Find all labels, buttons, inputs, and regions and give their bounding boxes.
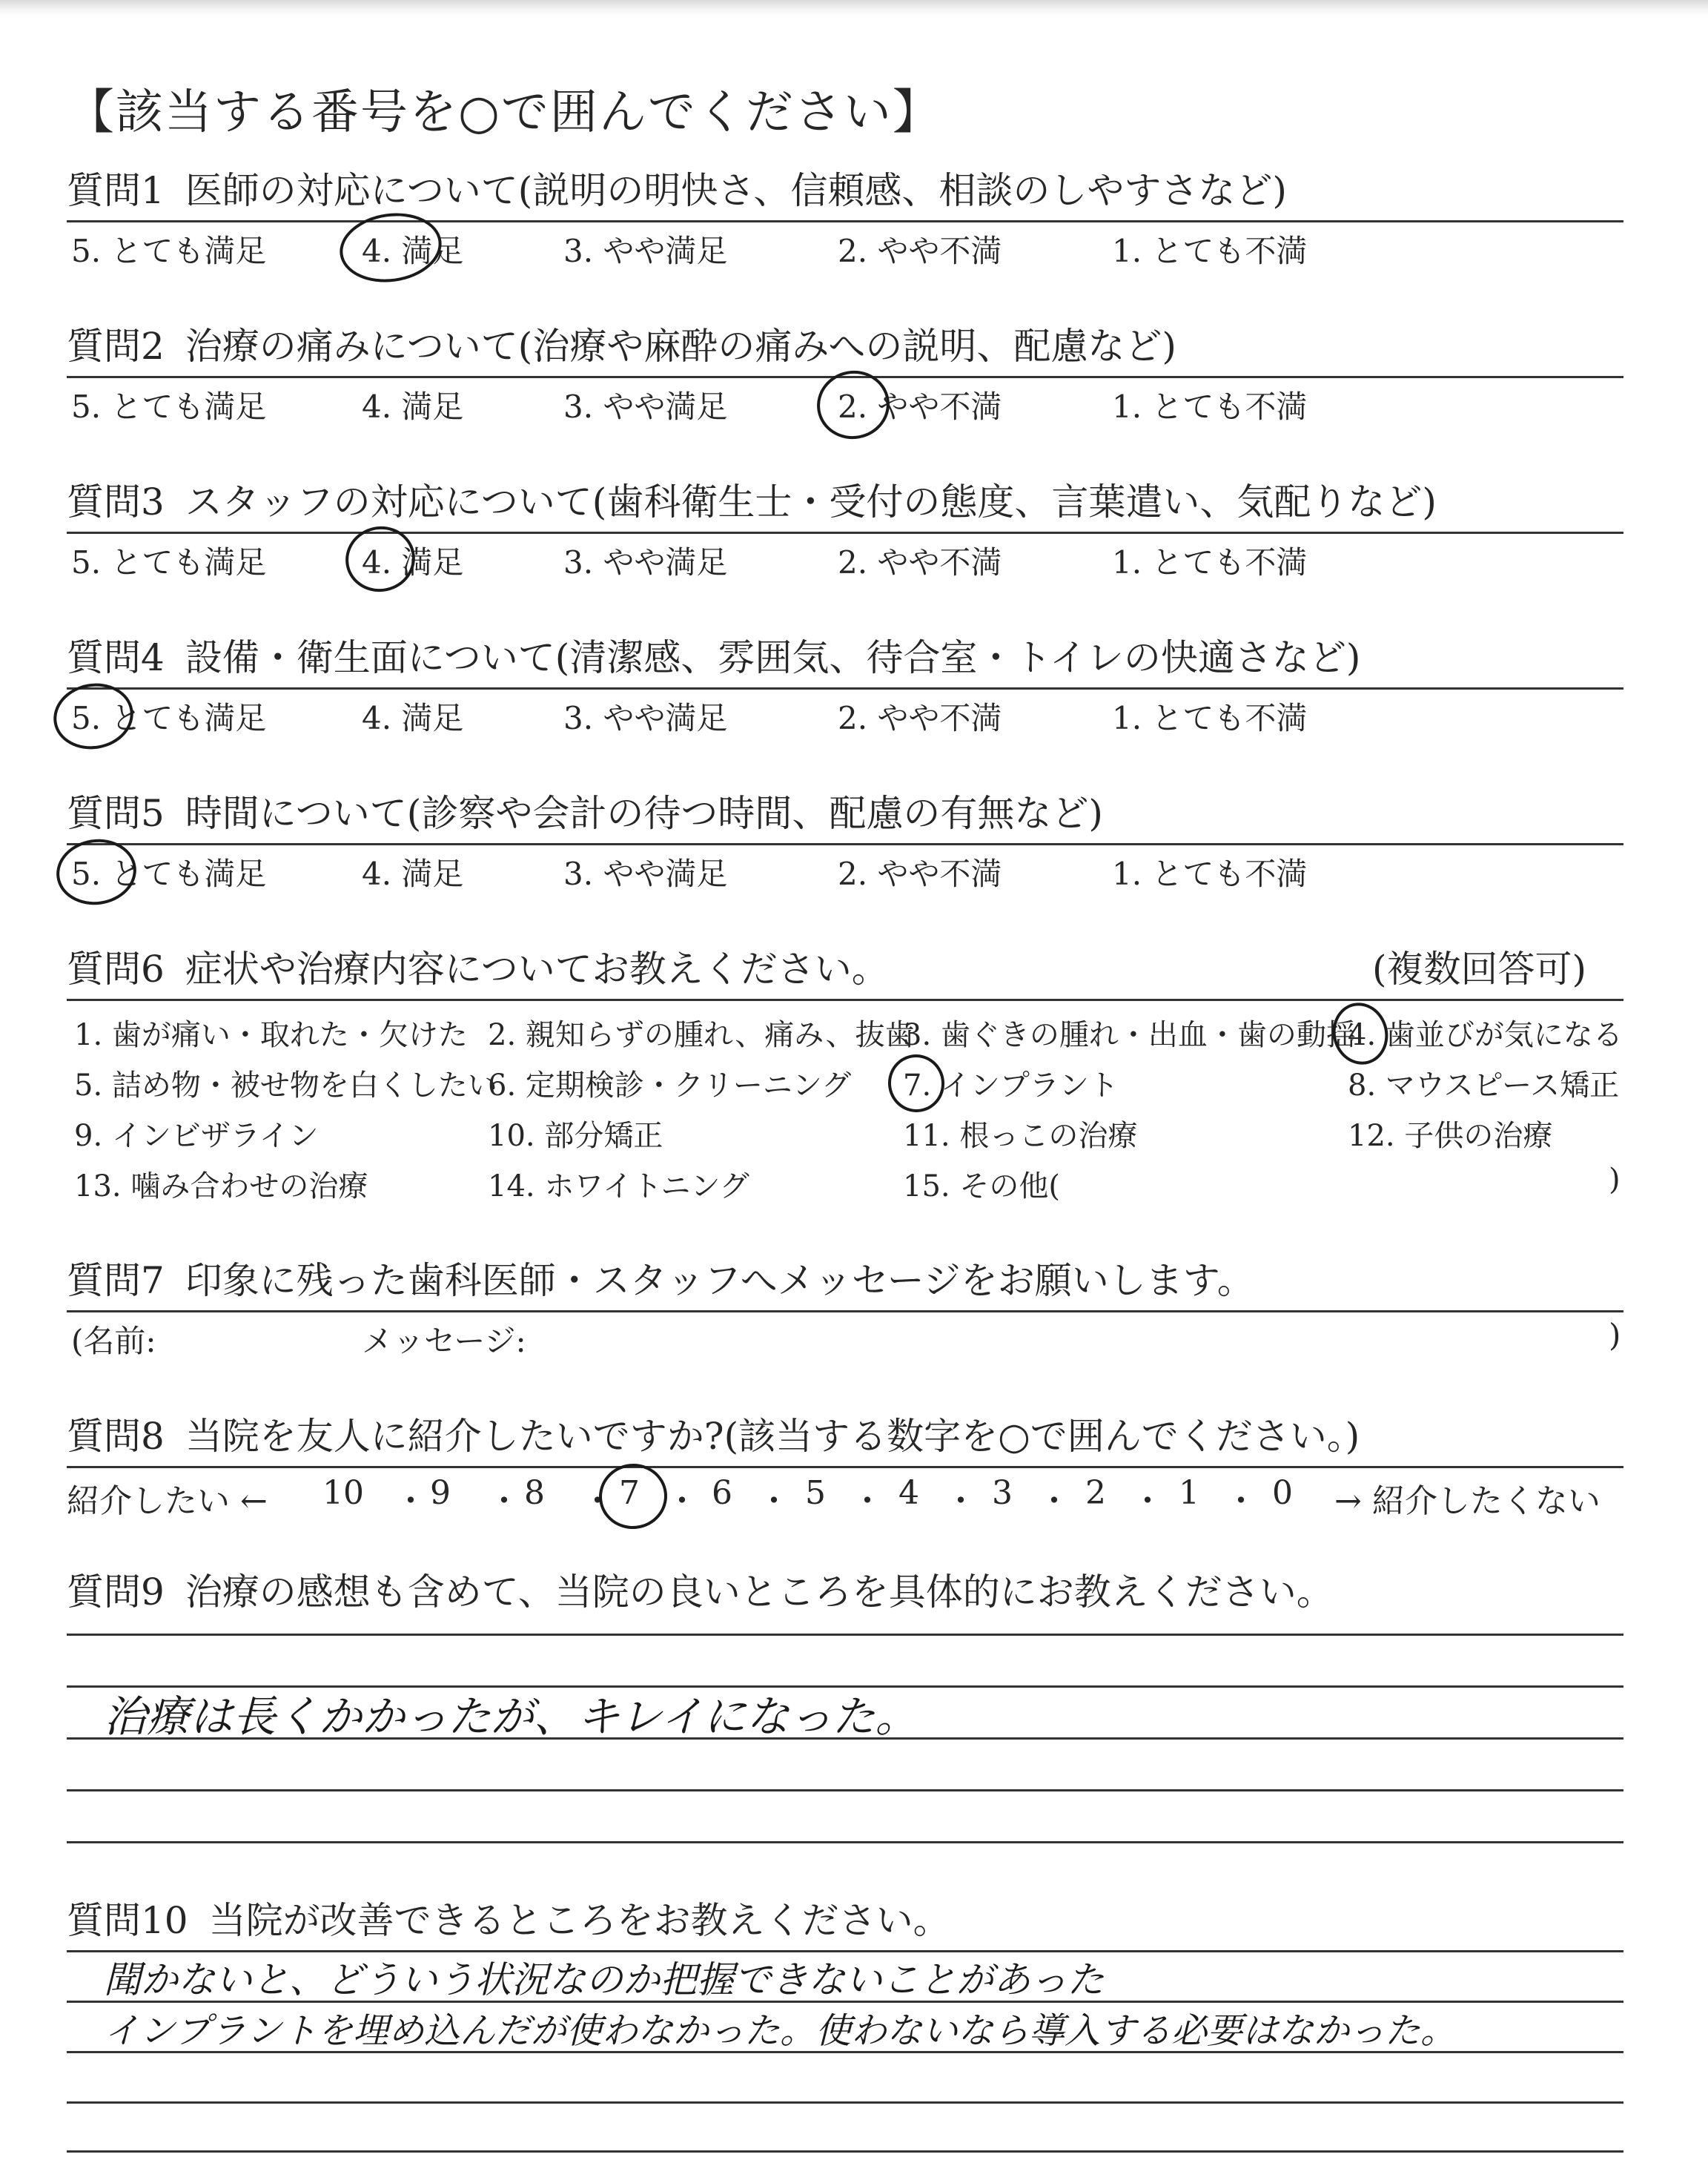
question-text: 時間について(診察や会計の待つ時間、配慮の有無など) [185,792,1103,835]
question-3 [67,478,1623,580]
handwritten-answer: 治療は長くかかったが、キレイになった。 [104,1691,918,1742]
symptom-option-2[interactable]: 2. 親知らずの腫れ、痛み、抜歯 [488,1018,915,1052]
symptom-option-15[interactable]: 15. その他( [903,1169,1060,1203]
option-5[interactable]: 5. とても満足 [71,856,267,892]
other-close-paren: ) [1609,1163,1621,1197]
rating-options [67,534,1623,580]
option-1[interactable]: 1. とても不満 [1112,544,1308,581]
question-text: 医師の対応について(説明の明快さ、信頼感、相談のしやすさなど) [185,169,1287,212]
scale-dot: ・ [944,1482,977,1520]
option-1[interactable]: 1. とても不満 [1112,700,1308,736]
scale-right-label: → 紹介したくない [1334,1482,1601,1520]
symptom-option-4[interactable]: 4. 歯並びが気になる [1348,1018,1623,1052]
answer-line [67,1634,1623,1636]
recommend-scale [67,1468,1623,1520]
symptom-option-9[interactable]: 9. インビザライン [74,1119,319,1153]
symptom-option-11[interactable]: 11. 根っこの治療 [903,1119,1138,1153]
answer-line [67,2101,1623,2104]
option-4[interactable]: 4. 満足 [362,389,464,425]
question-9 [67,1568,1623,1616]
option-2[interactable]: 2. やや不満 [838,544,1002,581]
question-number: 質問8 [67,1415,165,1458]
option-4[interactable]: 4. 満足 [362,233,464,269]
scale-4[interactable]: 4 [898,1474,919,1512]
question-text: 印象に残った歯科医師・スタッフへメッセージをお願いします。 [185,1259,1254,1302]
question-2 [67,323,1623,424]
question-number: 質問2 [67,325,165,368]
question-number: 質問5 [67,792,165,835]
option-4[interactable]: 4. 満足 [362,544,464,581]
answer-line [67,1841,1623,1843]
option-5[interactable]: 5. とても満足 [71,700,267,736]
scale-0[interactable]: 0 [1272,1474,1293,1512]
question-number: 質問6 [67,948,165,991]
answer-line [67,2150,1623,2153]
message-close-paren: ) [1609,1317,1621,1353]
rating-options [67,222,1623,268]
option-5[interactable]: 5. とても満足 [71,389,267,425]
scale-6[interactable]: 6 [712,1474,732,1512]
question-6 [67,945,1623,1209]
scale-dot: ・ [758,1482,790,1520]
symptom-option-14[interactable]: 14. ホワイトニング [488,1169,749,1203]
option-2[interactable]: 2. やや不満 [838,233,1002,269]
question-4 [67,634,1623,736]
option-1[interactable]: 1. とても不満 [1112,389,1308,425]
option-1[interactable]: 1. とても不満 [1112,856,1308,892]
symptom-option-7[interactable]: 7. インプラント [903,1069,1119,1103]
scale-dot: ・ [394,1482,427,1520]
rating-options [67,378,1623,424]
rating-options [67,690,1623,736]
option-3[interactable]: 3. やや満足 [563,389,728,425]
symptom-option-1[interactable]: 1. 歯が痛い・取れた・欠けた [74,1018,468,1052]
scale-8[interactable]: 8 [524,1474,545,1512]
symptom-option-10[interactable]: 10. 部分矯正 [488,1119,663,1153]
answer-line [67,1789,1623,1791]
scale-dot: ・ [1038,1482,1070,1520]
scale-dot: ・ [1225,1482,1257,1520]
option-3[interactable]: 3. やや満足 [563,700,728,736]
scale-9[interactable]: 9 [430,1474,451,1512]
symptom-option-8[interactable]: 8. マウスピース矯正 [1348,1069,1620,1103]
option-3[interactable]: 3. やや満足 [563,544,728,581]
option-4[interactable]: 4. 満足 [362,856,464,892]
page-header: 【該当する番号を○で囲んでください】 [67,85,941,140]
scale-10[interactable]: 10 [322,1474,364,1512]
option-5[interactable]: 5. とても満足 [71,233,267,269]
rating-options [67,845,1623,891]
handwritten-answer-line: インプラントを埋め込んだが使わなかった。使わないなら導入する必要はなかった。 [104,2010,1457,2052]
option-3[interactable]: 3. やや満足 [563,233,728,269]
multiple-answer-note: (複数回答可) [1371,948,1586,991]
option-5[interactable]: 5. とても満足 [71,544,267,581]
scale-7[interactable]: 7 [619,1474,640,1512]
question-text: 治療の感想も含めて、当院の良いところを具体的にお教えください。 [185,1571,1334,1614]
option-2[interactable]: 2. やや不満 [838,856,1002,892]
question-text: 症状や治療内容についてお教えください。 [185,948,889,991]
scale-3[interactable]: 3 [992,1474,1013,1512]
question-number: 質問1 [67,169,165,212]
scale-5[interactable]: 5 [805,1474,826,1512]
question-7 [67,1257,1623,1358]
option-2[interactable]: 2. やや不満 [838,700,1002,736]
symptom-option-12[interactable]: 12. 子供の治療 [1348,1119,1553,1153]
question-number: 質問4 [67,636,165,679]
scale-dot: ・ [666,1482,698,1520]
question-text: 治療の痛みについて(治療や麻酔の痛みへの説明、配慮など) [185,325,1176,368]
scale-dot: ・ [488,1482,520,1520]
option-4[interactable]: 4. 満足 [362,700,464,736]
symptom-option-3[interactable]: 3. 歯ぐきの腫れ・出血・歯の動揺 [903,1018,1356,1052]
scale-1[interactable]: 1 [1179,1474,1199,1512]
symptom-option-5[interactable]: 5. 詰め物・被せ物を白くしたい [74,1069,497,1103]
question-number: 質問10 [67,1899,188,1942]
question-5 [67,790,1623,891]
message-fields [67,1312,1623,1358]
scan-edge [0,0,1708,16]
option-2[interactable]: 2. やや不満 [838,389,1002,425]
option-1[interactable]: 1. とても不満 [1112,233,1308,269]
question-10 [67,1897,1623,1944]
question-text: 当院が改善できるところをお教えください。 [208,1899,950,1942]
scale-dot: ・ [851,1482,884,1520]
handwritten-answer-line: 聞かないと、どういう状況なのか把握できないことがあった [104,1958,1105,2001]
symptom-option-13[interactable]: 13. 噛み合わせの治療 [74,1169,368,1203]
question-number: 質問3 [67,480,165,524]
question-text: 設備・衛生面について(清潔感、雰囲気、待合室・トイレの快適さなど) [185,636,1361,679]
message-label: メッセージ: [362,1323,526,1359]
question-number: 質問7 [67,1259,165,1302]
question-text: 当院を友人に紹介したいですか?(該当する数字を○で囲んでください。) [185,1415,1360,1458]
symptom-options [67,1001,1623,1209]
scale-dot: ・ [1131,1482,1164,1520]
name-label: (名前: [71,1323,156,1359]
question-text: スタッフの対応について(歯科衛生士・受付の態度、言葉遣い、気配りなど) [185,480,1437,524]
symptom-option-6[interactable]: 6. 定期検診・クリーニング [488,1069,852,1103]
scale-dot: ・ [581,1482,614,1520]
scale-2[interactable]: 2 [1085,1474,1106,1512]
scale-left-label: 紹介したい ← [67,1482,268,1520]
question-number: 質問9 [67,1571,165,1614]
question-1 [67,167,1623,268]
question-8 [67,1413,1623,1520]
option-3[interactable]: 3. やや満足 [563,856,728,892]
